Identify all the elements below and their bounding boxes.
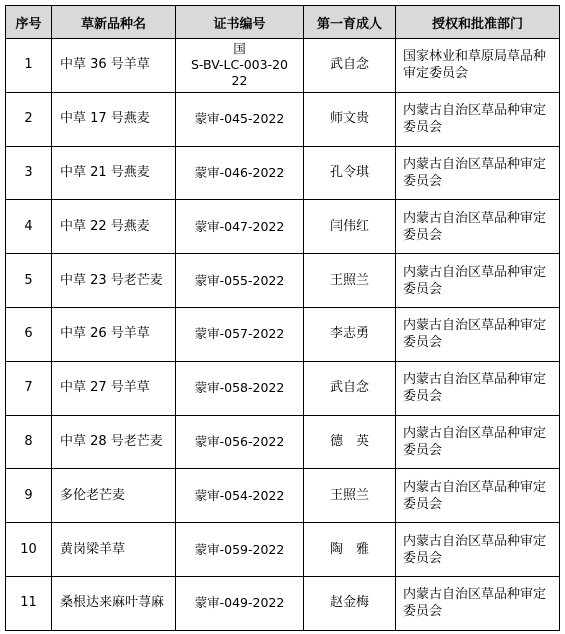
cell-variety-name: 多伦老芒麦	[52, 469, 176, 523]
cell-variety-name: 黄岗梁羊草	[52, 523, 176, 577]
header-row	[6, 6, 560, 39]
cell-first-breeder: 赵金梅	[304, 576, 396, 630]
cell-variety-name: 中草 22 号燕麦	[52, 200, 176, 254]
header-certificate-number: 证书编号	[176, 6, 304, 39]
header-first-breeder: 第一育成人	[304, 6, 396, 39]
cell-approval-department: 内蒙古自治区草品种审定委员会	[396, 146, 560, 200]
cell-certificate-number: 蒙审-045-2022	[176, 92, 304, 146]
cell-certificate-number: 蒙审-059-2022	[176, 523, 304, 577]
table-row	[6, 361, 560, 415]
cell-serial-number: 3	[6, 146, 52, 200]
cell-variety-name: 中草 28 号老芒麦	[52, 415, 176, 469]
cell-serial-number: 2	[6, 92, 52, 146]
cell-serial-number: 8	[6, 415, 52, 469]
cell-certificate-number: 蒙审-046-2022	[176, 146, 304, 200]
cell-variety-name: 中草 21 号燕麦	[52, 146, 176, 200]
cell-variety-name: 中草 27 号羊草	[52, 361, 176, 415]
cell-certificate-number: 蒙审-055-2022	[176, 254, 304, 308]
table-row	[6, 576, 560, 630]
table-row	[6, 200, 560, 254]
cell-serial-number: 5	[6, 254, 52, 308]
cell-variety-name: 桑根达来麻叶荨麻	[52, 576, 176, 630]
cell-variety-name: 中草 23 号老芒麦	[52, 254, 176, 308]
table-row	[6, 39, 560, 93]
cell-certificate-number: 蒙审-047-2022	[176, 200, 304, 254]
cell-certificate-number: 蒙审-057-2022	[176, 307, 304, 361]
cell-approval-department: 内蒙古自治区草品种审定委员会	[396, 92, 560, 146]
cell-approval-department: 内蒙古自治区草品种审定委员会	[396, 361, 560, 415]
cell-serial-number: 6	[6, 307, 52, 361]
header-serial-number: 序号	[6, 6, 52, 39]
cell-serial-number: 4	[6, 200, 52, 254]
cell-first-breeder: 孔令琪	[304, 146, 396, 200]
table-row	[6, 146, 560, 200]
cell-approval-department: 内蒙古自治区草品种审定委员会	[396, 307, 560, 361]
cell-certificate-number: 蒙审-049-2022	[176, 576, 304, 630]
cell-serial-number: 11	[6, 576, 52, 630]
cell-certificate-number: 国 S-BV-LC-003-20 22	[176, 39, 304, 93]
cell-first-breeder: 王照兰	[304, 469, 396, 523]
header-variety-name: 草新品种名	[52, 6, 176, 39]
table-body	[6, 39, 560, 631]
cell-approval-department: 内蒙古自治区草品种审定委员会	[396, 523, 560, 577]
cell-first-breeder: 师文贵	[304, 92, 396, 146]
header-approval-department: 授权和批准部门	[396, 6, 560, 39]
cell-first-breeder: 德 英	[304, 415, 396, 469]
table-row	[6, 307, 560, 361]
cell-serial-number: 10	[6, 523, 52, 577]
table-row	[6, 92, 560, 146]
cell-variety-name: 中草 26 号羊草	[52, 307, 176, 361]
cell-first-breeder: 闫伟红	[304, 200, 396, 254]
cell-variety-name: 中草 36 号羊草	[52, 39, 176, 93]
cell-serial-number: 1	[6, 39, 52, 93]
cell-approval-department: 国家林业和草原局草品种审定委员会	[396, 39, 560, 93]
cell-variety-name: 中草 17 号燕麦	[52, 92, 176, 146]
cell-approval-department: 内蒙古自治区草品种审定委员会	[396, 469, 560, 523]
cell-approval-department: 内蒙古自治区草品种审定委员会	[396, 415, 560, 469]
table-row	[6, 415, 560, 469]
table-row	[6, 254, 560, 308]
cell-first-breeder: 陶 雅	[304, 523, 396, 577]
cell-first-breeder: 武自念	[304, 361, 396, 415]
cell-approval-department: 内蒙古自治区草品种审定委员会	[396, 200, 560, 254]
cell-serial-number: 7	[6, 361, 52, 415]
cell-first-breeder: 武自念	[304, 39, 396, 93]
table-header	[6, 6, 560, 39]
cell-approval-department: 内蒙古自治区草品种审定委员会	[396, 254, 560, 308]
cell-first-breeder: 王照兰	[304, 254, 396, 308]
table-row	[6, 523, 560, 577]
cell-serial-number: 9	[6, 469, 52, 523]
table-row	[6, 469, 560, 523]
cell-approval-department: 内蒙古自治区草品种审定委员会	[396, 576, 560, 630]
cell-certificate-number: 蒙审-054-2022	[176, 469, 304, 523]
cell-certificate-number: 蒙审-058-2022	[176, 361, 304, 415]
grass-variety-table	[5, 5, 560, 631]
cell-certificate-number: 蒙审-056-2022	[176, 415, 304, 469]
cell-first-breeder: 李志勇	[304, 307, 396, 361]
